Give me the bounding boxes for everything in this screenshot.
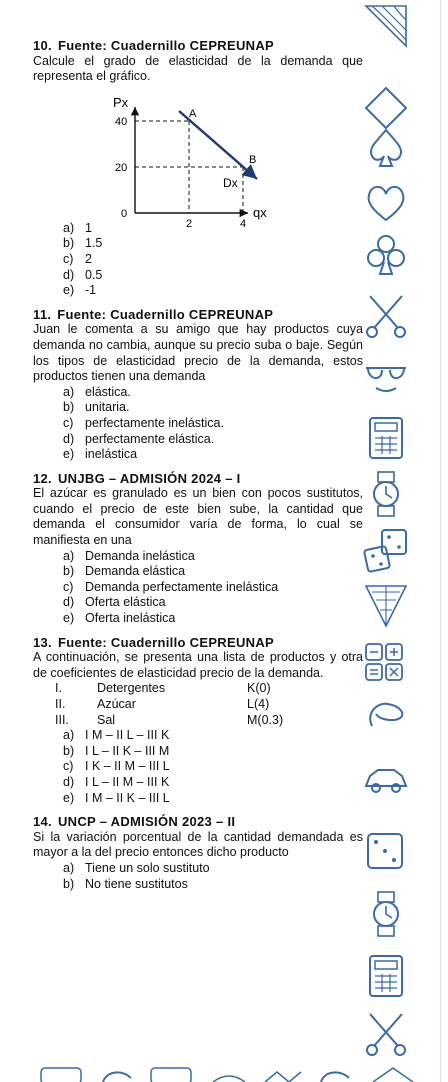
q11-option-e[interactable]: e) inelástica [63, 447, 138, 462]
q11-option-c[interactable]: c) perfectamente inelástica. [63, 415, 224, 430]
q10-option-e[interactable]: e) -1 [63, 283, 97, 298]
x-tick-label: 2 [186, 217, 193, 230]
q13-option-e[interactable]: e) I M – II K – III L [63, 790, 170, 805]
q13-source: Fuente: Cuadernillo CEPREUNAP [57, 634, 274, 650]
x-axis-label: qx [253, 204, 267, 220]
calculator-keys-icon [362, 640, 410, 688]
q12-option-a[interactable]: a) Demanda inelástica [63, 548, 195, 563]
q10-option-a[interactable]: a) 1 [63, 220, 92, 235]
table-row: I. Detergentes K(0) [55, 681, 271, 696]
q10-title [33, 38, 363, 54]
q10-text: Calcule el grado de elasticidad de la demanda que representa el gráfico. [33, 53, 363, 84]
q10-source: Fuente: Cuadernillo CEPREUNAP [57, 38, 274, 53]
bottom-icon-strip [33, 1066, 443, 1082]
scissors-icon [362, 292, 410, 340]
club-icon [362, 230, 410, 278]
q13-table [55, 681, 363, 728]
q13-option-d[interactable]: d) I L – II M – III K [63, 774, 170, 789]
q10-number: 10. [33, 38, 52, 53]
calculator-icon [362, 952, 410, 1000]
q11-option-a[interactable]: a) elástica. [63, 384, 131, 399]
car-icon [362, 756, 410, 804]
calculator-icon [362, 414, 410, 462]
watch-icon [362, 890, 410, 938]
q11-text: Juan le comenta a su amigo que hay productos cuya demanda no cambia, aunque su precio suba o baje. Según los tipos de elasticidad precio de la demanda, estos productos tienen una demanda [33, 322, 363, 384]
demand-curve [179, 111, 257, 179]
table-row: II. Azúcar L(4) [55, 697, 270, 711]
q12-title [33, 471, 363, 487]
q12-number: 12. [33, 470, 52, 486]
demand-chart-svg [73, 85, 273, 230]
q11-option-d[interactable]: d) perfectamente elástica. [63, 431, 215, 446]
scissors-icon [362, 1010, 410, 1058]
q11-option-b[interactable]: b) unitaria. [63, 400, 130, 415]
q12-option-b[interactable]: b) Demanda elástica [63, 564, 186, 579]
point-label: A [189, 107, 197, 120]
q10-options [63, 221, 363, 299]
y-tick-label: 40 [115, 115, 128, 128]
watch-icon [362, 470, 410, 518]
spider-web-icon [362, 2, 410, 50]
q14-option-b[interactable]: b) No tiene sustitutos [63, 876, 188, 891]
q10-option-c[interactable]: c) 2 [63, 251, 92, 266]
q12-option-d[interactable]: d) Oferta elástica [63, 595, 166, 610]
table-row: III. Sal M(0.3) [55, 712, 284, 727]
q14-option-a[interactable]: a) Tiene un solo sustituto [63, 860, 210, 875]
q14-text: Si la variación porcentual de la cantidad demandada es mayor a la del precio entonces dicho producto [33, 829, 363, 860]
page-edge-line [440, 0, 441, 1082]
series-label: Dx [223, 175, 238, 190]
q12-options [63, 549, 363, 627]
q11-options [63, 385, 363, 463]
heart-icon [362, 178, 410, 226]
q13-options [63, 728, 363, 806]
q13-title [33, 635, 363, 651]
dice-icon [362, 826, 410, 874]
q11-source: Fuente: Cuadernillo CEPREUNAP [57, 306, 274, 322]
q13-number: 13. [33, 634, 52, 650]
q13-option-c[interactable]: c) I K – II M – III L [63, 759, 170, 774]
q12-option-c[interactable]: c) Demanda perfectamente inelástica [63, 579, 279, 594]
q10-option-b[interactable]: b) 1.5 [63, 236, 103, 251]
q13-text: A continuación, se presenta una lista de productos y otra de coeficientes de elasticidad precio de la demanda. [33, 650, 363, 680]
q13-option-b[interactable]: b) I L – II K – III M [63, 743, 170, 758]
demand-chart [73, 85, 363, 230]
q14-options [63, 861, 363, 892]
x-tick-label: 4 [240, 217, 247, 230]
dice-icon [362, 526, 410, 574]
q12-source: UNJBG – ADMISIÓN 2024 – I [57, 470, 241, 486]
sunglasses-icon [362, 352, 410, 400]
q12-option-e[interactable]: e) Oferta inelástica [63, 611, 176, 626]
point-label: B [249, 153, 257, 166]
y-tick-label: 0 [121, 207, 128, 220]
spade-icon [362, 124, 410, 172]
q11-number: 11. [33, 306, 52, 322]
q14-number: 14. [33, 814, 52, 830]
q10-option-d[interactable]: d) 0.5 [63, 267, 103, 282]
lasso-icon [362, 696, 410, 744]
q11-title [33, 307, 363, 323]
q13-option-a[interactable]: a) I M – II L – III K [63, 728, 170, 743]
spider-web-icon [362, 582, 410, 630]
q12-text: El azúcar es granulado es un bien con pocos sustitutos, cuando el precio de este bien sube, la cantidad que demanda el consumidor varía de forma, lo cual se manifiesta en una [33, 486, 363, 548]
q14-source: UNCP – ADMISIÓN 2023 – II [57, 814, 236, 830]
q14-title [33, 814, 363, 830]
document-content [33, 0, 363, 892]
y-axis-label: Px [113, 94, 129, 110]
y-tick-label: 20 [115, 161, 128, 174]
